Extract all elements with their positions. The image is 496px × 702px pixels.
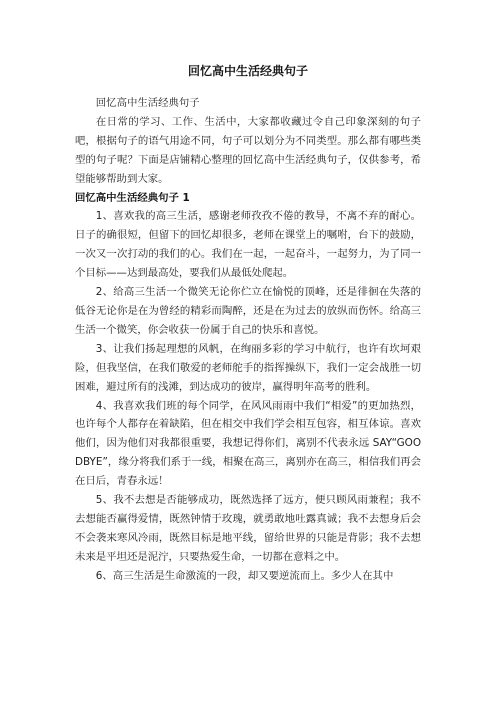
list-item: 1、喜欢我的高三生活，感谢老师孜孜不倦的教导，不离不弃的耐心。日子的确很短，但留下的回忆却很多，老师在课堂上的嘱咐，台下的鼓励，一次又一次打动的我们的心。我们在一起，一起奋斗，一起努力，为了同一个目标——达到最高处，要我们从最低处爬起。 — [75, 210, 421, 280]
list-item: 2、给高三生活一个微笑无论你伫立在愉悦的顶峰，还是徘徊在失落的低谷无论你是在为曾经的精彩而陶醉，还是在为过去的放纵而伤怀。给高三生活一个微笑，你会收获一份属于自己的快乐和喜悦。 — [75, 286, 421, 336]
document-subtitle: 回忆高中生活经典句子 — [95, 97, 200, 109]
document-page — [75, 62, 421, 586]
list-item: 6、高三生活是生命激流的一段，却又要逆流而上。多少人在其中 — [95, 569, 394, 582]
list-item: 4、我喜欢我们班的每个同学，在风风雨雨中我们“相爱”的更加热烈，也许每个人都存在着缺陷，但在相交中我们学会相互包容，相互体谅。喜欢他们，因为他们对我都很重要，我想记得你们，离别不代表永远 SAY“GOODBYE”，缘分将我们系于一线，相聚在高三，离别亦在高三，相信我们再会在日后，青春永远！ — [75, 399, 421, 488]
intro-paragraph: 在日常的学习、工作、生活中，大家都收藏过令自己印象深刻的句子吧，根据句子的语气用途不同，句子可以划分为不同类型。那么都有哪些类型的句子呢？下面是店铺精心整理的回忆高中生活经典句子，仅供参考，希望能够帮助到大家。 — [75, 115, 421, 185]
document-title: 回忆高中生活经典句子 — [187, 64, 308, 78]
section-heading: 回忆高中生活经典句子 1 — [75, 191, 190, 204]
list-item: 3、让我们扬起理想的风帆，在绚丽多彩的学习中航行，也许有坎坷艰险，但我坚信，在我们敬爱的老师舵手的指挥操纵下，我们一定会战胜一切困难，避过所有的浅滩，到达成功的彼岸，赢得明年高考的胜利。 — [75, 342, 421, 393]
list-item: 5、我不去想是否能够成功，既然选择了远方，便只顾风雨兼程；我不去想能否赢得爱情，既然钟情于玫瑰，就勇敢地吐露真诚；我不去想身后会不会袭来寒风冷雨，既然目标是地平线，留给世界的只能是背影；我不去想未来是平坦还是泥泞，只要热爱生命，一切都在意料之中。 — [75, 494, 421, 563]
